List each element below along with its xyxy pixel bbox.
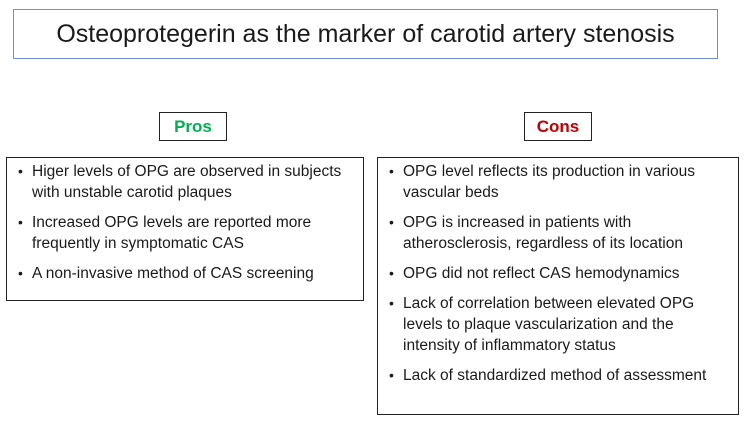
- bullet-icon: •: [389, 163, 394, 179]
- pros-item: [7, 161, 357, 203]
- bullet-icon: •: [18, 163, 23, 179]
- cons-heading: [524, 112, 592, 141]
- cons-item: [378, 212, 732, 254]
- cons-item-text: Lack of correlation between elevated OPG levels to plaque vascularization and the intensity of inflammatory status: [403, 295, 695, 354]
- bullet-icon: •: [389, 214, 394, 230]
- cons-list: [378, 158, 738, 386]
- cons-item-text: Lack of standardized method of assessment: [403, 367, 707, 384]
- pros-panel: [6, 157, 364, 301]
- pros-item-text: A non-invasive method of CAS screening: [32, 265, 314, 282]
- bullet-icon: •: [18, 214, 23, 230]
- cons-item-text: OPG is increased in patients with atherosclerosis, regardless of its location: [403, 214, 683, 252]
- slide-title: Osteoprotegerin as the marker of carotid artery stenosis: [56, 19, 675, 48]
- cons-item: [378, 263, 732, 284]
- cons-label: Cons: [536, 116, 580, 136]
- pros-item-text: Increased OPG levels are reported more frequently in symptomatic CAS: [32, 214, 312, 252]
- cons-panel: [377, 157, 739, 415]
- cons-item-text: OPG level reflects its production in various vascular beds: [403, 163, 696, 201]
- cons-item: [378, 293, 732, 356]
- pros-item: [7, 212, 357, 254]
- bullet-icon: •: [18, 265, 23, 281]
- cons-item: [378, 365, 732, 386]
- bullet-icon: •: [389, 265, 394, 281]
- pros-heading: [159, 112, 227, 141]
- pros-list: [7, 158, 363, 284]
- pros-item: [7, 263, 357, 284]
- bullet-icon: •: [389, 367, 394, 383]
- cons-item: [378, 161, 732, 203]
- pros-label: Pros: [174, 116, 212, 136]
- cons-item-text: OPG did not reflect CAS hemodynamics: [403, 265, 680, 282]
- title-box: [13, 9, 718, 59]
- pros-item-text: Higer levels of OPG are observed in subjects with unstable carotid plaques: [32, 163, 342, 201]
- bullet-icon: •: [389, 295, 394, 311]
